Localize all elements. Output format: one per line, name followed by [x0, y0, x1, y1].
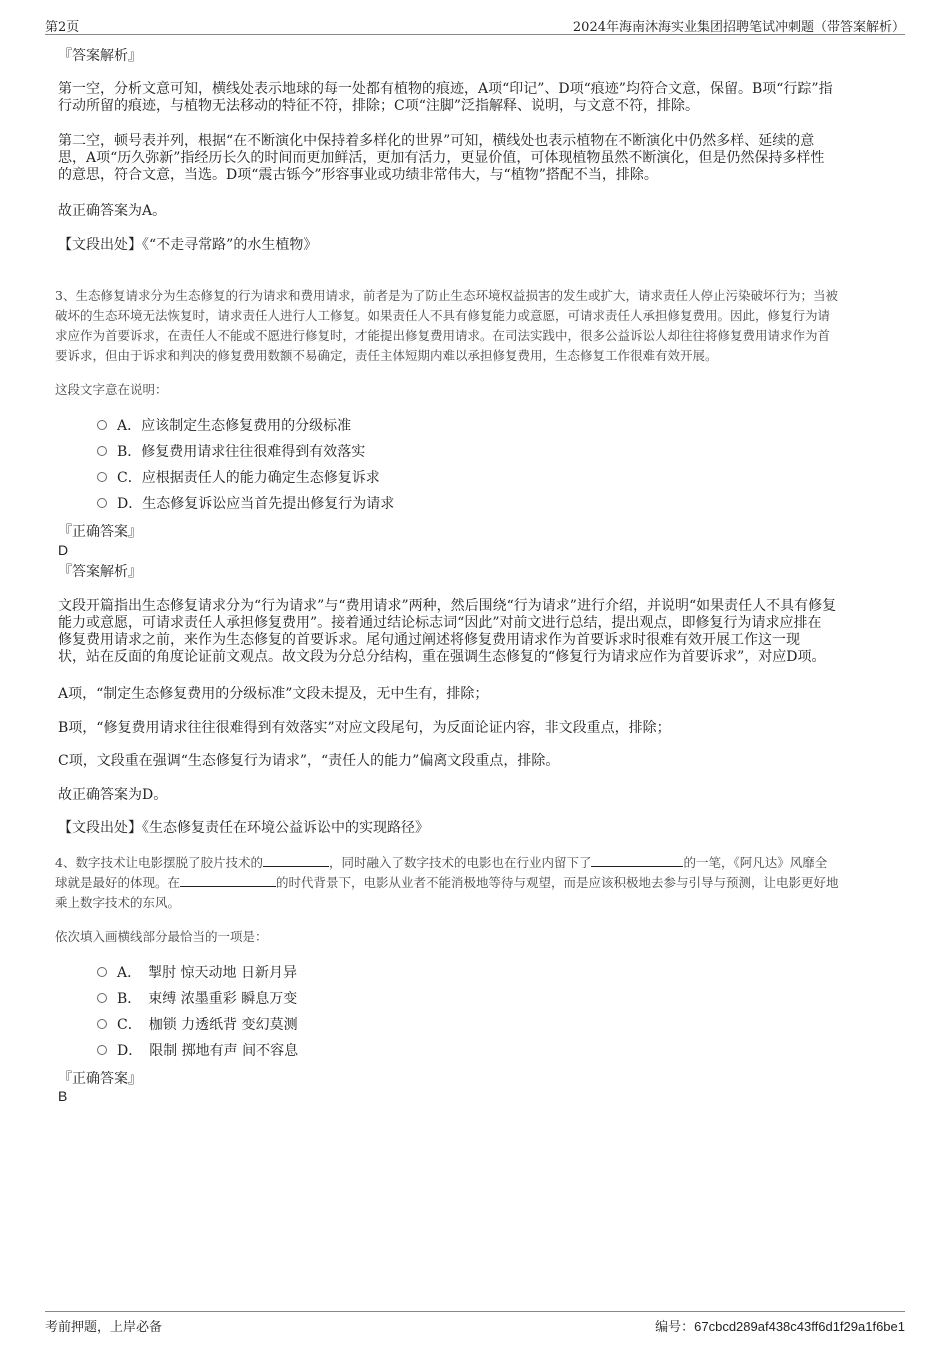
- analysis-label: 『答案解析』: [58, 48, 142, 64]
- document-title: 2024年海南沐海实业集团招聘笔试冲刺题（带答案解析）: [572, 20, 905, 35]
- page-footer: [45, 1311, 905, 1336]
- radio-icon[interactable]: [97, 446, 107, 456]
- radio-icon[interactable]: [97, 498, 107, 508]
- question-4-option-a[interactable]: A． 掣肘 惊天动地 日新月异: [97, 962, 297, 984]
- question-4-line-3: 乘上数字技术的东风。: [55, 895, 181, 910]
- question-3-line-1: 3、生态修复请求分为生态修复的行为请求和费用请求，前者是为了防止生态环境权益损害的发生或扩大，请求责任人停止污染破坏行为；当被: [55, 288, 838, 303]
- document-code: 编号：67cbcd289af438c43ff6d1f29a1f6be1: [655, 1319, 905, 1334]
- answer-conclusion: 故正确答案为A。: [58, 203, 167, 219]
- analysis-label: 『答案解析』: [58, 564, 142, 580]
- question-4-option-d[interactable]: D． 限制 掷地有声 间不容息: [97, 1040, 298, 1062]
- question-4-line-1: 4、数字技术让电影摆脱了胶片技术的 ，同时融入了数字技术的电影也在行业内留下了 的一笔，《阿凡达》风靡全: [55, 855, 828, 870]
- radio-icon[interactable]: [97, 967, 107, 977]
- correct-answer: D: [58, 542, 69, 558]
- question-3-option-b[interactable]: B．修复费用请求往往很难得到有效落实: [97, 441, 365, 463]
- q3-analysis-line-3: 修复费用请求之前，来作为生态修复的首要诉求。尾句通过阐述将修复费用请求作为首要诉求时很难有效开展工作这一现: [58, 632, 800, 648]
- analysis-para-2-line-1: 第二空，顿号表并列，根据“在不断演化中保持着多样化的世界”可知，横线处也表示植物在不断演化中仍然多样、延续的意: [58, 133, 815, 149]
- analysis-para-1-line-1: 第一空，分析文意可知，横线处表示地球的每一处都有植物的痕迹，A项“印记”、D项“痕迹”均符合文意，保留。B项“行踪”指: [58, 81, 833, 97]
- q3-analysis-line-2: 能力或意愿，可请求责任人承担修复费用”。接着通过结论标志词“因此”对前文进行总结，提出观点，即修复行为请求应排在: [58, 615, 822, 631]
- radio-icon[interactable]: [97, 993, 107, 1003]
- q3-analysis-line-1: 文段开篇指出生态修复请求分为“行为请求”与“费用请求”两种，然后围绕“行为请求”进行介绍，并说明“如果责任人不具有修复: [58, 598, 837, 614]
- question-3-line-4: 要诉求，但由于诉求和判决的修复费用数额不易确定，责任主体短期内难以承担修复费用，生态修复工作很难有效开展。: [55, 348, 718, 363]
- question-3-option-d[interactable]: D．生态修复诉讼应当首先提出修复行为请求: [97, 493, 394, 515]
- question-3-option-c[interactable]: C．应根据责任人的能力确定生态修复诉求: [97, 467, 380, 489]
- question-3-line-2: 破坏的生态环境无法恢复时，请求责任人进行人工修复。如果责任人不具有修复能力或意愿，可请求责任人承担修复费用。因此，修复行为请: [55, 308, 831, 323]
- q3-analysis-b: B项，“修复费用请求往往很难得到有效落实”对应文段尾句，为反面论证内容，非文段重点，排除；: [58, 720, 671, 736]
- q3-analysis-a: A项，“制定生态修复费用的分级标准”文段未提及，无中生有，排除；: [58, 686, 489, 702]
- page-number: 第2页: [45, 20, 80, 35]
- source-citation: 【文段出处】《“不走寻常路”的水生植物》: [58, 237, 318, 253]
- page-header: [45, 14, 905, 35]
- q3-answer-conclusion: 故正确答案为D。: [58, 787, 168, 803]
- correct-answer-label: 『正确答案』: [58, 1071, 142, 1087]
- radio-icon[interactable]: [97, 472, 107, 482]
- question-3-line-3: 求应作为首要诉求，在责任人不能或不愿进行修复时，才能提出修复费用请求。在司法实践中，很多公益诉讼人却往往将修复费用请求作为首: [55, 328, 831, 343]
- question-4-prompt: 依次填入画横线部分最恰当的一项是：: [55, 929, 268, 944]
- question-3-prompt: 这段文字意在说明：: [55, 382, 168, 397]
- radio-icon[interactable]: [97, 1045, 107, 1055]
- correct-answer-label: 『正确答案』: [58, 524, 142, 540]
- question-4-line-2: 球就是最好的体现。在 的时代背景下，电影从业者不能消极地等待与观望，而是应该积极地去参与引导与预测，让电影更好地: [55, 875, 839, 890]
- question-4-option-b[interactable]: B． 束缚 浓墨重彩 瞬息万变: [97, 988, 297, 1010]
- question-4-option-c[interactable]: C． 枷锁 力透纸背 变幻莫测: [97, 1014, 298, 1036]
- radio-icon[interactable]: [97, 1019, 107, 1029]
- footer-slogan: 考前押题，上岸必备: [45, 1320, 163, 1335]
- q3-analysis-line-4: 状，站在反面的角度论证前文观点。故文段为分总分结构，重在强调生态修复的“修复行为请求应作为首要诉求”，对应D项。: [58, 649, 826, 665]
- analysis-para-2-line-3: 的意思，符合文意，当选。D项“震古铄今”形容事业或功绩非常伟大，与“植物”搭配不当，排除。: [58, 167, 658, 183]
- analysis-para-1-line-2: 行动所留的痕迹，与植物无法移动的特征不符，排除；C项“注脚”泛指解释、说明，与文意不符，排除。: [58, 98, 700, 114]
- radio-icon[interactable]: [97, 420, 107, 430]
- q3-source-citation: 【文段出处】《生态修复责任在环境公益诉讼中的实现路径》: [58, 820, 429, 836]
- question-3-option-a[interactable]: A．应该制定生态修复费用的分级标准: [97, 415, 351, 437]
- analysis-para-2-line-2: 思，A项“历久弥新”指经历长久的时间而更加鲜活，更加有活力，更显价值，可体现植物虽然不断演化，但是仍然保持多样性: [58, 150, 825, 166]
- fill-blank-2: [591, 854, 683, 867]
- correct-answer: B: [58, 1088, 68, 1104]
- fill-blank-1: [263, 854, 329, 867]
- fill-blank-3: [180, 874, 276, 887]
- q3-analysis-c: C项，文段重在强调“生态修复行为请求”，“责任人的能力”偏离文段重点，排除。: [58, 753, 560, 769]
